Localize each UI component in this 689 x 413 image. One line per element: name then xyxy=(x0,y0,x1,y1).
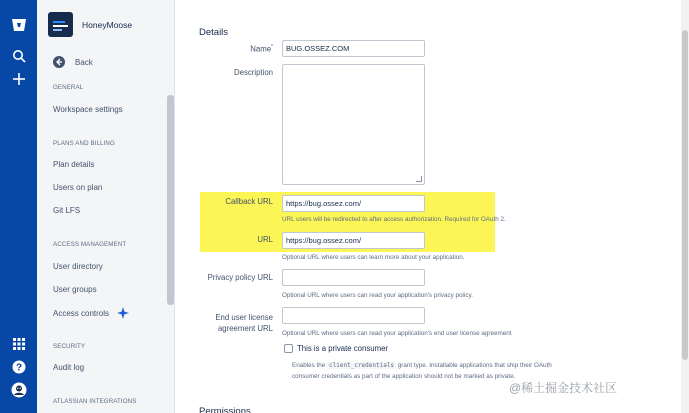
description-label: Description xyxy=(234,68,273,77)
privacy-policy-url-help: Optional URL where users can read your application's privacy policy. xyxy=(282,292,473,299)
eula-label-line2: agreement URL xyxy=(217,324,273,333)
eula-url-label xyxy=(215,312,273,334)
back-label: Back xyxy=(75,57,93,67)
back-button[interactable] xyxy=(53,56,93,68)
svg-text:?: ? xyxy=(15,362,22,373)
section-heading-access-management: ACCESS MANAGEMENT xyxy=(53,241,127,248)
eula-url-field[interactable] xyxy=(282,307,425,324)
section-heading-atlassian-integrations: ATLASSIAN INTEGRATIONS xyxy=(53,398,137,405)
sidebar-item-label: Access controls xyxy=(53,308,110,318)
callback-url-help: URL users will be redirected to after access authorization. Required for OAuth 2. xyxy=(282,216,506,223)
sidebar-item-users-on-plan[interactable]: Users on plan xyxy=(53,183,103,192)
bitbucket-logo-icon[interactable] xyxy=(8,14,29,35)
url-help: Optional URL where users can learn more about your application. xyxy=(282,254,465,261)
private-consumer-checkbox[interactable] xyxy=(284,344,293,353)
workspace-name: HoneyMoose xyxy=(82,19,133,30)
resize-handle-icon[interactable] xyxy=(416,176,422,182)
workspace-sidebar xyxy=(37,0,175,413)
help-icon[interactable] xyxy=(8,356,29,377)
sidebar-item-workspace-settings[interactable]: Workspace settings xyxy=(53,105,123,114)
name-label: Name* xyxy=(250,44,273,54)
eula-url-help: Optional URL where users can read your application's end user license agreement xyxy=(282,330,512,337)
page-scrollbar[interactable] xyxy=(681,0,689,413)
section-heading-general: GENERAL xyxy=(53,84,84,91)
private-help-post: grant type. Installable applications that ship their OAuth consumer credentials as part of the application should not be marked as private. xyxy=(292,362,552,380)
workspace-header[interactable] xyxy=(48,12,132,37)
privacy-policy-url-label: Privacy policy URL xyxy=(207,273,273,282)
sidebar-item-audit-log[interactable]: Audit log xyxy=(53,363,85,372)
global-navigation xyxy=(0,0,37,413)
private-consumer-label[interactable]: This is a private consumer xyxy=(297,344,388,353)
page-scrollbar-thumb[interactable] xyxy=(682,30,688,360)
sidebar-item-access-controls[interactable] xyxy=(53,307,129,319)
callback-url-field[interactable]: https://bug.ossez.com/ xyxy=(282,195,425,212)
section-title-details: Details xyxy=(199,27,229,38)
private-help-code: client_credentials xyxy=(329,362,395,369)
description-field[interactable] xyxy=(282,64,425,185)
sidebar-item-git-lfs[interactable]: Git LFS xyxy=(53,206,81,215)
eula-label-line1: End user license xyxy=(215,313,273,322)
section-title-permissions: Permissions xyxy=(199,406,251,413)
sidebar-scrollbar[interactable] xyxy=(167,95,174,305)
workspace-logo-icon xyxy=(48,12,73,37)
section-heading-plans-billing: PLANS AND BILLING xyxy=(53,140,115,147)
main-content xyxy=(175,0,689,413)
privacy-policy-url-field[interactable] xyxy=(282,269,425,286)
search-icon[interactable] xyxy=(8,45,29,66)
url-label: URL xyxy=(257,235,273,244)
private-help-pre: Enables the xyxy=(292,362,326,369)
sidebar-item-plan-details[interactable]: Plan details xyxy=(53,160,95,169)
callback-url-label: Callback URL xyxy=(225,197,273,206)
create-plus-icon[interactable] xyxy=(8,68,29,89)
avatar[interactable] xyxy=(8,379,29,400)
app-switcher-icon[interactable] xyxy=(8,333,29,354)
sparkle-icon xyxy=(117,307,129,319)
watermark: @稀土掘金技术社区 xyxy=(509,381,618,395)
name-field[interactable]: BUG.OSSEZ.COM xyxy=(282,40,425,57)
url-field[interactable]: https://bug.ossez.com/ xyxy=(282,232,425,249)
sidebar-item-user-groups[interactable]: User groups xyxy=(53,285,97,294)
section-heading-security: SECURITY xyxy=(53,343,86,350)
sidebar-item-user-directory[interactable]: User directory xyxy=(53,262,103,271)
arrow-left-icon xyxy=(53,56,65,68)
